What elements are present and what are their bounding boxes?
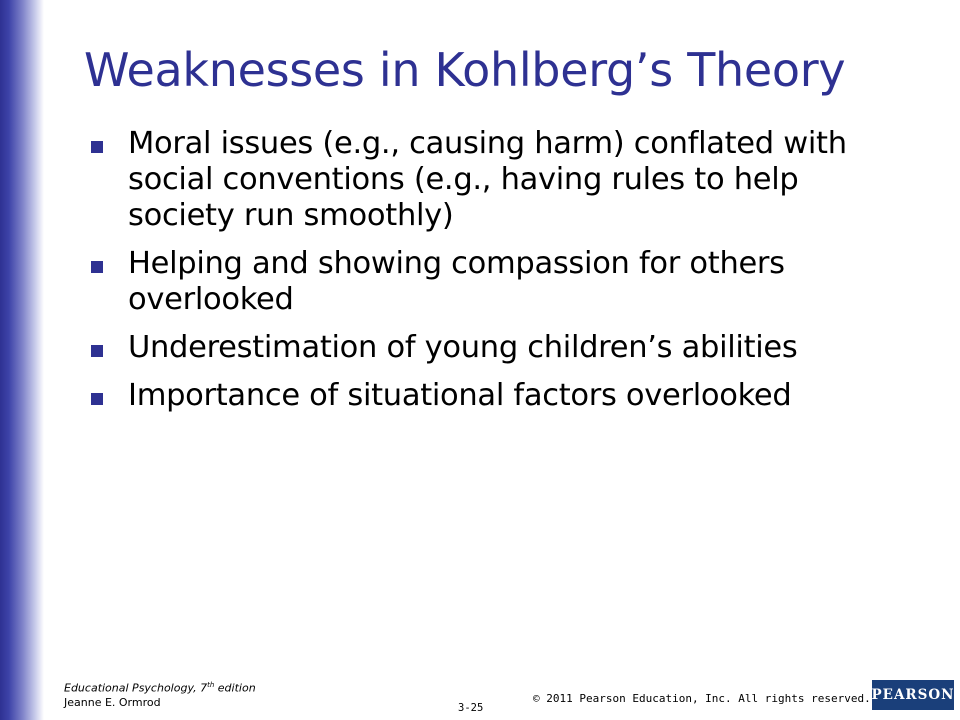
copyright-notice: © 2011 Pearson Education, Inc. All rights reserved.: [533, 692, 871, 705]
slide-title: Weaknesses in Kohlberg’s Theory: [84, 43, 846, 97]
decorative-side-bar: [0, 0, 44, 720]
square-bullet-icon: [91, 261, 103, 273]
pearson-logo: [872, 680, 954, 710]
book-title-line: [64, 678, 256, 696]
footer-citation: [64, 678, 256, 710]
edition-superscript: th: [207, 681, 215, 689]
book-title: Educational Psychology, 7: [64, 681, 208, 695]
bullet-text: Moral issues (e.g., causing harm) conflated with social conventions (e.g., having rules to help society run smoothly): [128, 126, 847, 233]
square-bullet-icon: [91, 141, 103, 153]
bullet-item: [90, 330, 910, 366]
author: Jeanne E. Ormrod: [64, 695, 161, 709]
page-number: 3-25: [458, 702, 484, 714]
bullet-item: [90, 246, 910, 318]
bullet-list: [90, 126, 910, 426]
bullet-text: Helping and showing compassion for others overlooked: [128, 246, 785, 317]
edition-suffix: edition: [214, 681, 256, 695]
square-bullet-icon: [91, 345, 103, 357]
bullet-item: [90, 378, 910, 414]
logo-text: PEARSON: [871, 687, 955, 703]
square-bullet-icon: [91, 393, 103, 405]
bullet-text: Importance of situational factors overlooked: [128, 378, 792, 413]
bullet-text: Underestimation of young children’s abilities: [128, 330, 798, 365]
bullet-item: [90, 126, 910, 234]
